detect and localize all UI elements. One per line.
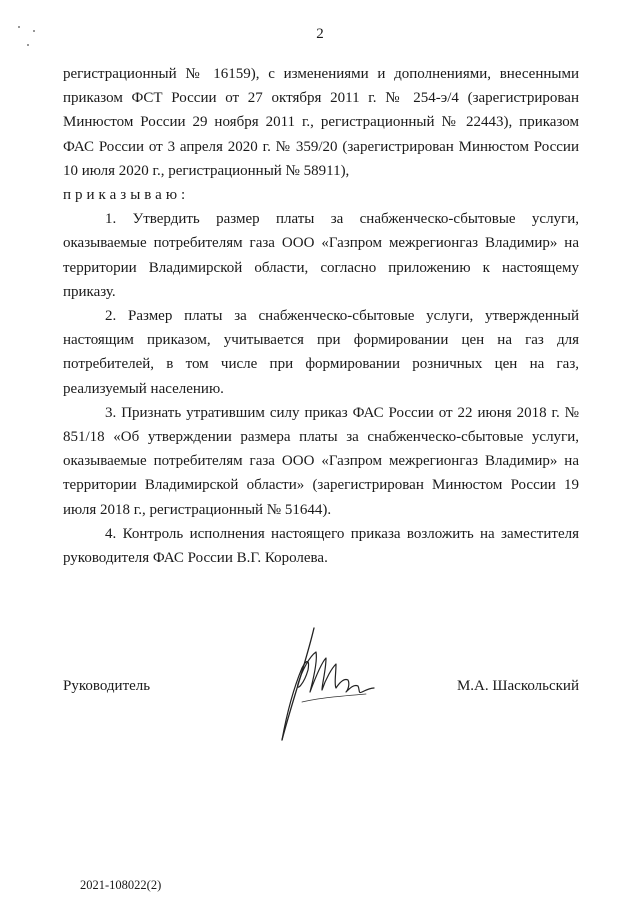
scan-speck: [27, 44, 29, 46]
paragraph-item-4: 4. Контроль исполнения настоящего приказа возложить на заместителя руководителя ФАС России В.Г. Королева.: [63, 525, 579, 567]
signature-block: [63, 678, 579, 702]
paragraph-preamble: регистрационный № 16159), с изменениями и дополнениями, внесенными приказом ФСТ России от 27 октября 2011 г. № 254-э/4 (зарегистрирован Минюстом России 29 ноября 2011 г., регистрационный № 22443), приказом ФАС России от 3 апреля 2020 г. № 359/20 (зарегистрирован Минюстом России 10 июля 2020 г., регистрационный № 58911),: [63, 66, 579, 179]
signatory-title: Руководитель: [63, 678, 151, 694]
signatory-name: М.А. Шаскольский: [456, 678, 579, 694]
paragraph-item-1: 1. Утвердить размер платы за снабженческо-сбытовые услуги, оказываемые потребителям газа ООО «Газпром межрегионгаз Владимир» на территории Владимирской области, согласно приложению к настоящему приказу.: [63, 211, 579, 300]
document-code: 2021-108022(2): [80, 878, 162, 892]
paragraph-order-word: приказываю:: [63, 187, 190, 204]
paragraph-item-2: 2. Размер платы за снабженческо-сбытовые услуги, утвержденный настоящим приказом, учитывается при формировании цен на газ для потребителей, в том числе при формировании розничных цен на газ, реализуемый населению.: [63, 308, 579, 397]
document-body: [63, 62, 579, 570]
page-number: 2: [316, 26, 324, 42]
paragraph-item-3: 3. Признать утратившим силу приказ ФАС России от 22 июня 2018 г. № 851/18 «Об утверждении размера платы за снабженческо-сбытовые услуги, оказываемые потребителям газа ООО «Газпром межрегионгаз Владимир» на территории Владимирской области» (зарегистрирован Минюстом России 19 июля 2018 г., регистрационный № 51644).: [63, 404, 579, 518]
